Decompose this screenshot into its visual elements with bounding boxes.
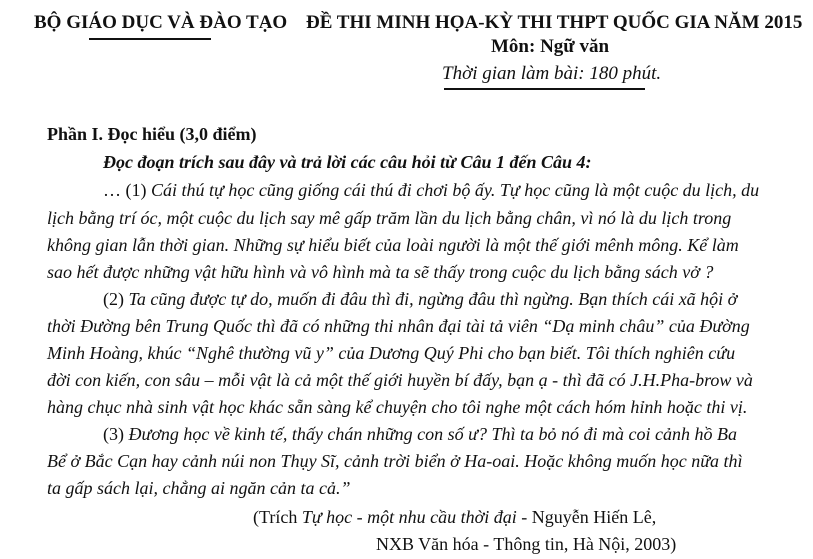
exam-title: ĐỀ THI MINH HỌA-KỲ THI THPT QUỐC GIA NĂM 2015: [306, 12, 803, 33]
exam-duration: Thời gian làm bài: 180 phút.: [442, 63, 662, 84]
passage-line-7: Minh Hoàng, khúc “Nghê thường vũ y” của Dương Quý Phi cho bạn biết. Tôi thích nghiên cứu: [47, 343, 736, 363]
passage-text: Ta cũng được tự do, muốn đi đâu thì đi, ngừng đâu thì ngừng. Bạn thích cái xã hội ở: [128, 289, 738, 309]
ministry-underline: [89, 38, 211, 40]
subject-label: Môn: Ngữ văn: [491, 36, 610, 57]
citation-publisher: NXB Văn hóa - Thông tin, Hà Nội, 2003): [376, 534, 677, 554]
passage-line-10: [103, 424, 737, 445]
passage-line-3: không gian lẫn thời gian. Những sự hiểu biết của loài người là một thế giới mênh mông. Kể làm: [47, 235, 739, 255]
section-title: Phần I. Đọc hiểu (3,0 điểm): [47, 124, 257, 144]
passage-line-5: [103, 289, 737, 310]
passage-line-1: [103, 180, 759, 201]
passage-line-12: ta gấp sách lại, chẳng ai ngăn cản ta cả.”: [47, 478, 351, 498]
passage-line-9: hàng chục nhà sinh vật học khác sẵn sàng kể chuyện cho tôi nghe một cách hóm hỉnh hoặc thi vị.: [47, 397, 748, 417]
duration-underline: [444, 88, 645, 90]
citation-line-1: [253, 507, 656, 528]
ministry-name: BỘ GIÁO DỤC VÀ ĐÀO TẠO: [34, 12, 288, 33]
passage-line-11: Bể ở Bắc Cạn hay cảnh núi non Thụy Sĩ, cảnh trời biển ở Ha-oai. Hoặc không muốn học nữa thì: [47, 451, 743, 471]
paragraph-marker: (2): [103, 289, 129, 309]
citation-open: (Trích: [253, 507, 302, 527]
passage-text: Cái thú tự học cũng giống cái thú đi chơi bộ ấy. Tự học cũng là một cuộc du lịch, du: [151, 180, 760, 200]
passage-text: Đương học về kinh tế, thấy chán những con số ư? Thì ta bỏ nó đi mà coi cảnh hồ Ba: [128, 424, 737, 444]
passage-line-6: thời Đường bên Trung Quốc thì đã có những thi nhân đại tài tả viên “Dạ minh châu” của Đường: [47, 316, 750, 336]
passage-line-8: đời con kiến, con sâu – mỗi vật là cả một thế giới huyền bí đấy, bạn ạ - thì đã có J.H.Pha-brow và: [47, 370, 753, 390]
paragraph-marker: (3): [103, 424, 129, 444]
paragraph-marker: … (1): [103, 180, 151, 200]
passage-line-4: sao hết được những vật hữu hình và vô hình mà ta sẽ thấy trong cuộc du lịch bằng sách vở ?: [47, 262, 714, 282]
section-instruction: Đọc đoạn trích sau đây và trả lời các câu hỏi từ Câu 1 đến Câu 4:: [103, 152, 592, 172]
citation-book-title: Tự học - một nhu cầu thời đại: [301, 507, 517, 527]
citation-author: - Nguyễn Hiến Lê,: [516, 507, 657, 527]
passage-line-2: lịch bằng trí óc, một cuộc du lịch say mê gấp trăm lần du lịch bằng chân, vì nó là du lịch trong: [47, 208, 732, 228]
